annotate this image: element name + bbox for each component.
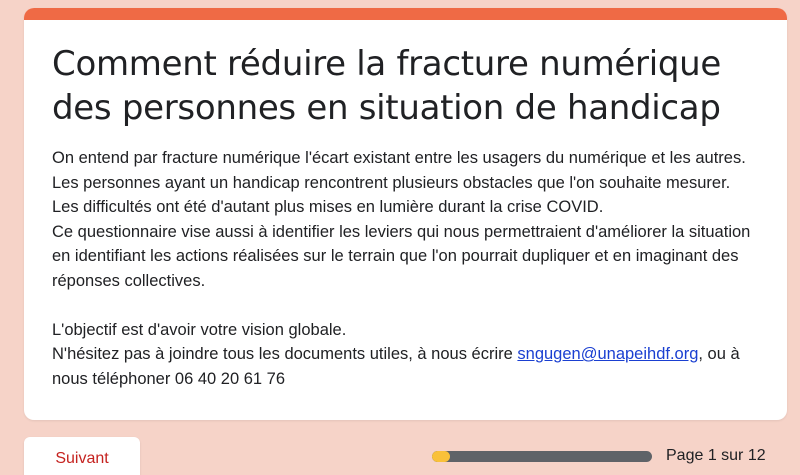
form-description bbox=[52, 146, 757, 391]
form-title bbox=[52, 42, 757, 130]
contact-prefix: N'hésitez pas à joindre tous les documents utiles, à nous écrire bbox=[52, 345, 518, 363]
next-button[interactable]: Suivant bbox=[24, 437, 140, 475]
description-paragraph-3: L'objectif est d'avoir votre vision globale. bbox=[52, 320, 347, 339]
description-spacer bbox=[52, 293, 757, 318]
form-header-card bbox=[24, 8, 787, 420]
page-indicator: Page 1 sur 12 bbox=[666, 447, 766, 464]
contact-email-link[interactable]: sngugen@unapeihdf.org bbox=[517, 345, 699, 363]
contact-paragraph bbox=[52, 342, 757, 391]
progress-bar bbox=[432, 451, 652, 462]
form-title-line2: des personnes en situation de handicap bbox=[52, 88, 721, 128]
form-title-line1: Comment réduire la fracture numérique bbox=[52, 44, 721, 84]
contact-suffix: , ou à nous téléphoner 06 40 20 61 76 bbox=[52, 345, 740, 388]
progress-bar-fill bbox=[432, 451, 450, 462]
form-header-body bbox=[24, 20, 787, 391]
description-paragraph-2: Ce questionnaire vise aussi à identifier les leviers qui nous permettraient d'améliorer la situation en identifiant les actions réalisées sur le terrain que l'on pourrait dupliquer et en imaginant des réponses collectives. bbox=[52, 222, 751, 290]
accent-bar bbox=[24, 8, 787, 20]
description-paragraph-1: On entend par fracture numérique l'écart existant entre les usagers du numérique et les autres. Les personnes ayant un handicap rencontrent plusieurs obstacles que l'on souhaite mesurer. Les difficultés ont été d'autant plus mises en lumière durant la crise COVID. bbox=[52, 149, 746, 216]
